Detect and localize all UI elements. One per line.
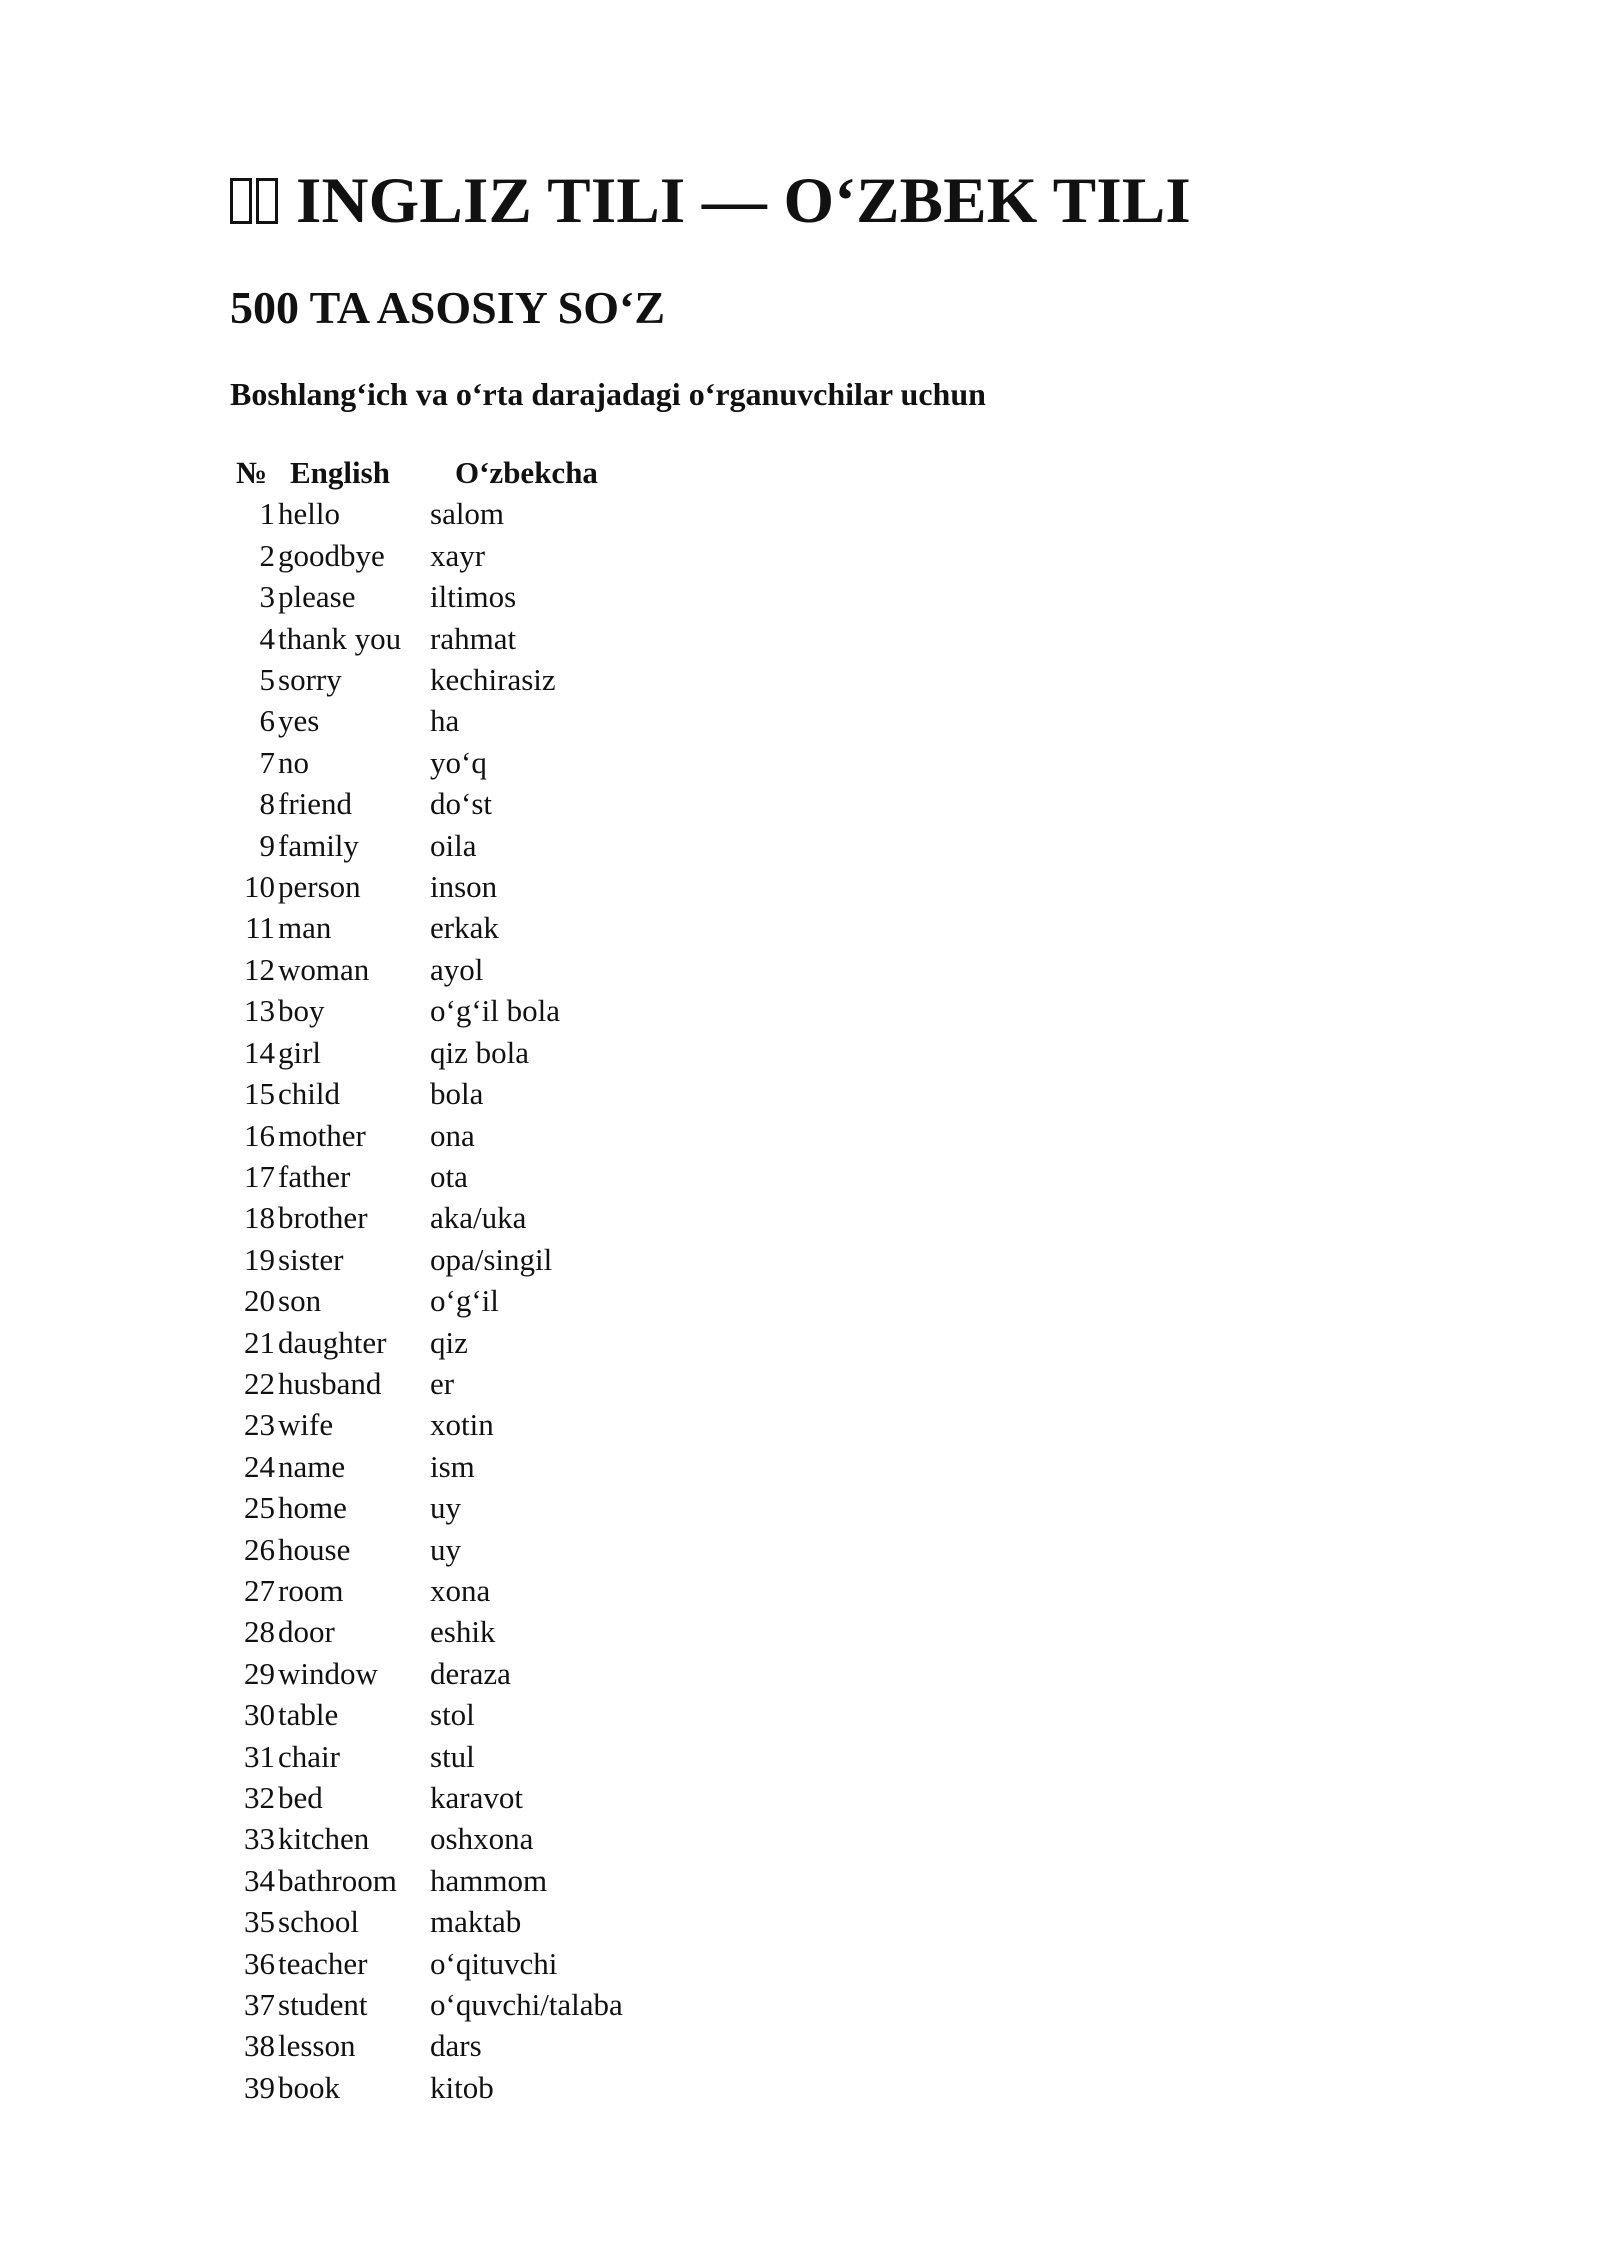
table-row [236,1529,623,1570]
english-word: lesson [278,2028,356,2064]
table-row [236,493,623,534]
english-word: friend [278,786,353,822]
column-header-english: English [290,455,390,490]
uzbek-translation: uy [430,1490,461,1526]
uzbek-translation: qiz [430,1324,468,1360]
uzbek-translation: ism [430,1448,475,1484]
table-row [236,783,623,824]
uzbek-translation: stol [430,1697,475,1733]
table-row [236,1197,623,1238]
table-row [236,1984,623,2025]
row-number: 16 [244,1117,275,1153]
row-number: 15 [244,1076,275,1112]
english-word: room [278,1572,344,1608]
english-word: girl [278,1034,322,1070]
uzbek-translation: uy [430,1531,461,1567]
row-number: 6 [259,703,275,739]
table-row [236,825,623,866]
uzbek-translation: maktab [430,1904,522,1940]
table-row [236,2025,623,2066]
uzbek-translation: o‘quvchi/talaba [430,1987,623,2023]
vocabulary-table [236,452,623,2108]
title-row [230,158,1191,244]
table-row [236,866,623,907]
table-row [236,1073,623,1114]
row-number: 11 [245,910,275,946]
english-word: book [278,2069,340,2105]
row-number: 28 [244,1614,275,1650]
row-number: 17 [244,1158,275,1194]
row-number: 22 [244,1365,275,1401]
uzbek-translation: xayr [430,537,486,573]
table-row [236,535,623,576]
table-row [236,1115,623,1156]
uzbek-translation: oshxona [430,1821,534,1857]
table-row [236,1570,623,1611]
row-number: 30 [244,1697,275,1733]
uzbek-translation: salom [430,496,505,532]
english-word: kitchen [278,1821,370,1857]
table-row [236,742,623,783]
english-word: person [278,869,361,905]
table-row [236,1653,623,1694]
table-row [236,1156,623,1197]
row-number: 23 [244,1407,275,1443]
english-word: thank you [278,620,402,656]
english-word: bed [278,1780,323,1815]
table-row [236,990,623,1031]
table-row [236,1694,623,1735]
row-number: 18 [244,1200,275,1236]
table-row [236,700,623,741]
table-row [236,1404,623,1445]
english-word: father [278,1158,351,1194]
english-word: family [278,827,359,863]
uzbek-translation: oila [430,827,477,863]
english-word: boy [278,993,325,1029]
english-word: no [278,744,309,780]
uzbek-translation: erkak [430,910,499,946]
table-row [236,949,623,990]
uzbek-translation: kitob [430,2069,494,2105]
english-word: teacher [278,1945,368,1981]
english-word: brother [278,1200,368,1236]
row-number: 14 [244,1034,275,1070]
row-number: 3 [259,579,275,615]
english-word: child [278,1076,340,1112]
english-word: man [278,910,332,946]
row-number: 37 [244,1987,275,2023]
table-row [236,1860,623,1901]
uzbek-translation: eshik [430,1614,496,1650]
row-number: 34 [244,1862,275,1898]
table-row [236,907,623,948]
english-word: chair [278,1738,340,1774]
english-word: yes [278,703,320,739]
row-number: 7 [259,744,275,780]
english-word: student [278,1987,368,2023]
uzbek-translation: inson [430,869,498,905]
english-word: please [278,579,356,615]
table-header-row [236,452,623,493]
table-row [236,2067,623,2108]
uzbek-translation: iltimos [430,579,517,615]
row-number: 9 [259,827,275,863]
table-row [236,1032,623,1073]
row-number: 25 [244,1490,275,1526]
table-row [236,1363,623,1404]
row-number: 8 [259,786,275,822]
english-word: son [278,1283,322,1319]
row-number: 1 [259,496,275,532]
english-word: house [278,1531,351,1567]
table-row [236,1943,623,1984]
row-number: 36 [244,1945,275,1981]
row-number: 13 [244,993,275,1029]
row-number: 32 [244,1780,275,1815]
uzbek-translation: rahmat [430,620,517,656]
english-word: goodbye [278,537,385,573]
uzbek-translation: ha [430,703,460,739]
table-row [236,1487,623,1528]
row-number: 5 [259,662,275,698]
table-row [236,1239,623,1280]
uzbek-translation: ayol [430,951,484,987]
column-header-number: № [236,455,268,490]
uzbek-translation: stul [430,1738,475,1774]
uzbek-translation: karavot [430,1780,523,1815]
table-row [236,1280,623,1321]
english-word: husband [278,1365,382,1401]
uzbek-translation: xona [430,1572,491,1608]
english-word: sorry [278,662,342,698]
column-header-uzbek: O‘zbekcha [455,455,598,490]
table-row [236,1611,623,1652]
english-word: sister [278,1241,344,1277]
uzbek-translation: xotin [430,1407,494,1443]
table-row [236,576,623,617]
uzbek-translation: o‘g‘il bola [430,993,560,1029]
row-number: 39 [244,2069,275,2105]
table-row [236,618,623,659]
english-word: woman [278,951,370,987]
uzbek-translation: aka/uka [430,1200,527,1236]
row-number: 27 [244,1572,275,1608]
uzbek-translation: ota [430,1158,468,1194]
row-number: 29 [244,1655,275,1691]
english-word: daughter [278,1324,387,1360]
uzbek-translation: do‘st [430,786,492,822]
uzbek-translation: yo‘q [430,744,487,780]
uzbek-translation: deraza [430,1655,511,1691]
row-number: 12 [244,951,275,987]
table-body [236,493,623,2108]
flag-icon [230,178,278,224]
table-row [236,1777,623,1818]
uzbek-translation: bola [430,1076,484,1112]
row-number: 35 [244,1904,275,1940]
table-row [236,1446,623,1487]
english-word: hello [278,496,340,532]
row-number: 24 [244,1448,275,1484]
row-number: 33 [244,1821,275,1857]
uzbek-translation: dars [430,2028,482,2064]
english-word: door [278,1614,335,1650]
uzbek-translation: ona [430,1117,475,1153]
uzbek-translation: kechirasiz [430,662,556,698]
table-row [236,659,623,700]
english-word: table [278,1697,339,1733]
uzbek-translation: er [430,1365,455,1401]
uzbek-translation: qiz bola [430,1034,529,1070]
missing-glyph-box [230,178,252,224]
row-number: 31 [244,1738,275,1774]
document-tagline: Boshlang‘ich va o‘rta darajadagi o‘rganuvchilar uchun [230,376,986,412]
row-number: 38 [244,2028,275,2064]
english-word: wife [278,1407,334,1443]
document-subtitle: 500 TA ASOSIY SO‘Z [230,282,666,333]
row-number: 10 [244,869,275,905]
row-number: 4 [259,620,275,656]
uzbek-translation: opa/singil [430,1241,553,1277]
table-row [236,1901,623,1942]
row-number: 2 [259,537,275,573]
table-row [236,1818,623,1859]
english-word: window [278,1655,378,1691]
english-word: school [278,1904,359,1940]
uzbek-translation: o‘qituvchi [430,1945,558,1981]
document-title: INGLIZ TILI — O‘ZBEK TILI [296,165,1191,237]
uzbek-translation: o‘g‘il [430,1283,499,1319]
row-number: 21 [244,1324,275,1360]
english-word: bathroom [278,1862,397,1898]
uzbek-translation: hammom [430,1862,548,1898]
missing-glyph-box [256,178,278,224]
table-header [236,452,623,493]
row-number: 20 [244,1283,275,1319]
table-row [236,1322,623,1363]
english-word: name [278,1448,346,1484]
row-number: 26 [244,1531,275,1567]
english-word: home [278,1490,347,1526]
row-number: 19 [244,1241,275,1277]
table-row [236,1736,623,1777]
english-word: mother [278,1117,366,1153]
